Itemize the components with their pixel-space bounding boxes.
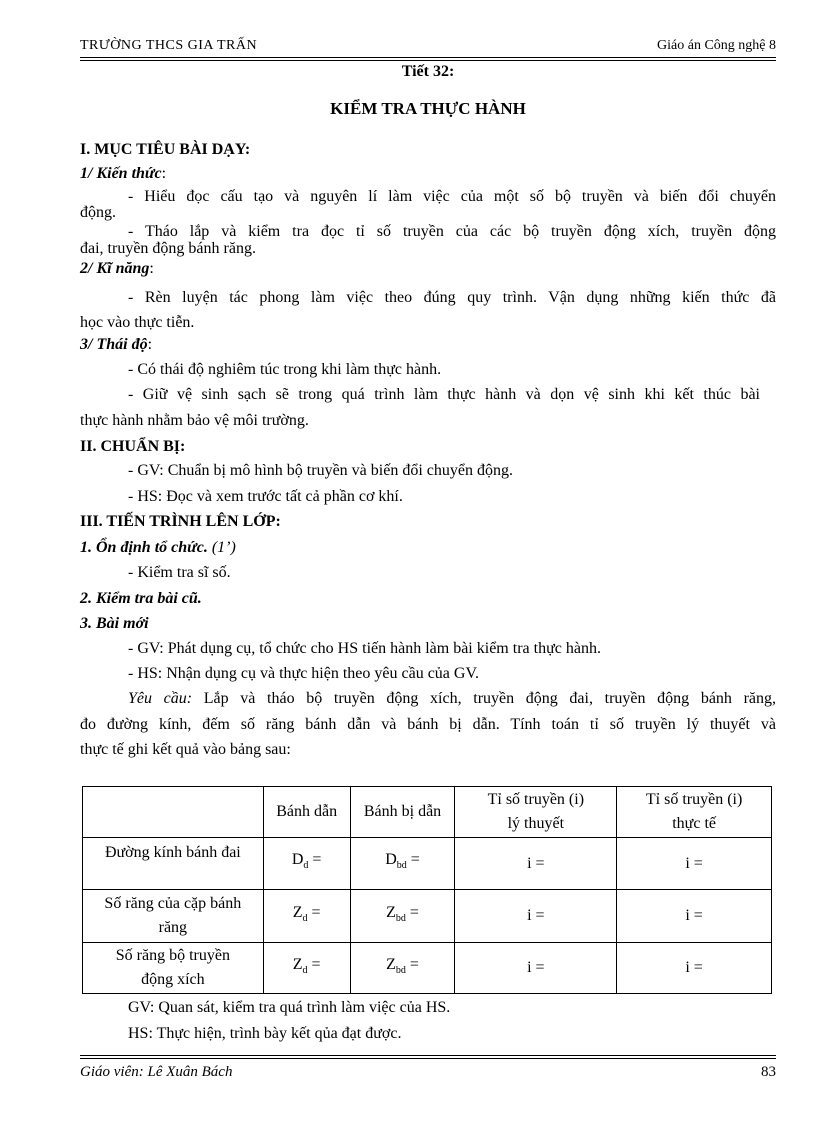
skills-item-1: - Rèn luyện tác phong làm việc theo đúng quy trình. Vận dụng những kiến thức đã [128,289,776,306]
header-rule-double [80,60,776,61]
step-1-item: - Kiểm tra sĩ số. [128,564,231,581]
table-cell: i = [617,838,772,890]
table-cell: i = [455,890,617,943]
page-number: 83 [761,1064,776,1080]
step-3-heading: 3. Bài mới [80,615,149,632]
teacher-name: Giáo viên: Lê Xuân Bách [80,1064,233,1080]
knowledge-item-1: - Hiểu đọc cấu tạo và nguyên lí làm việc của một số bộ truyền và biến đổi chuyển [128,188,776,205]
after-student: HS: Thực hiện, trình bày kết qủa đạt được. [128,1025,402,1042]
table-cell: i = [617,943,772,994]
section-3-heading: III. TIẾN TRÌNH LÊN LỚP: [80,513,281,530]
knowledge-item-2-cont: đai, truyền động bánh răng. [80,240,256,257]
table-row-label: Đường kính bánh đai [83,838,264,890]
knowledge-item-1-cont: động. [80,204,116,221]
table-cell: i = [455,943,617,994]
lesson-number: Tiết 32: [401,63,455,80]
attitude-item-2: - Giữ vệ sinh sạch sẽ trong quá trình làm thực hành và dọn vệ sinh khi kết thúc bài [128,386,760,403]
step-1-heading: 1. Ổn định tổ chức. (1’) [80,539,236,556]
prep-student: - HS: Đọc và xem trước tất cả phần cơ khí. [128,488,403,505]
attitude-item-1: - Có thái độ nghiêm túc trong khi làm thực hành. [128,361,442,378]
step-2-heading: 2. Kiểm tra bài cũ. [80,590,202,607]
section-1-heading: I. MỤC TIÊU BÀI DẠY: [80,141,251,158]
skills-heading: 2/ Kĩ năng: [80,260,154,277]
footer-rule-double [80,1058,776,1059]
attitude-heading: 3/ Thái độ: [80,336,153,353]
school-name: TRƯỜNG THCS GIA TRẤN [80,38,258,53]
table-cell: i = [455,838,617,890]
table-header-row [83,787,772,838]
results-table [82,786,772,994]
requirement-line-2: đo đường kính, đếm số răng bánh dẫn và bánh bị dẫn. Tính toán tỉ số truyền lý thuyết và [80,716,776,733]
after-teacher: GV: Quan sát, kiểm tra quá trình làm việc của HS. [128,999,451,1016]
table-row [83,890,772,943]
table-cell: $Z_d$ = [263,890,350,943]
page-title: KIỂM TRA THỰC HÀNH [330,99,526,118]
knowledge-heading: 1/ Kiến thức: [80,165,167,182]
table-header-cell: Tỉ số truyền (i) thực tế [617,787,772,838]
table-header-empty [83,787,264,838]
table-row [83,838,772,890]
table-header-cell: Tỉ số truyền (i) lý thuyết [455,787,617,838]
subject-name: Giáo án Công nghệ 8 [657,38,776,53]
table-cell: $D_d$ = [263,838,350,890]
attitude-item-2-cont: thực hành nhằm bảo vệ môi trường. [80,412,309,429]
table-row [83,943,772,994]
knowledge-item-2: - Tháo lắp và kiểm tra đọc tỉ số truyền của các bộ truyền động xích, truyền động [128,223,776,240]
step-3-teacher: - GV: Phát dụng cụ, tổ chức cho HS tiến hành làm bài kiểm tra thực hành. [128,640,601,657]
skills-item-1-cont: học vào thực tiễn. [80,314,195,331]
header-rule [80,57,776,58]
footer-rule [80,1055,776,1056]
table-row-label: Số răng của cặp bánh răng [83,890,264,943]
table-cell: $Z_{bd}$ = [350,943,455,994]
section-2-heading: II. CHUẨN BỊ: [80,438,186,455]
table-cell: $D_{bd}$ = [350,838,455,890]
prep-teacher: - GV: Chuẩn bị mô hình bộ truyền và biến đổi chuyển động. [128,462,513,479]
page-header [80,38,776,58]
table-header-cell: Bánh bị dẫn [350,787,455,838]
requirement-line-1: Yêu cầu: Lắp và tháo bộ truyền động xích, truyền động đai, truyền động bánh răng, [128,690,776,707]
table-cell: $Z_{bd}$ = [350,890,455,943]
table-row-label: Số răng bộ truyền động xích [83,943,264,994]
table-cell: i = [617,890,772,943]
table-cell: $Z_d$ = [263,943,350,994]
step-3-student: - HS: Nhận dụng cụ và thực hiện theo yêu cầu của GV. [128,665,479,682]
table-header-cell: Bánh dẫn [263,787,350,838]
requirement-line-3: thực tế ghi kết quả vào bảng sau: [80,741,291,758]
